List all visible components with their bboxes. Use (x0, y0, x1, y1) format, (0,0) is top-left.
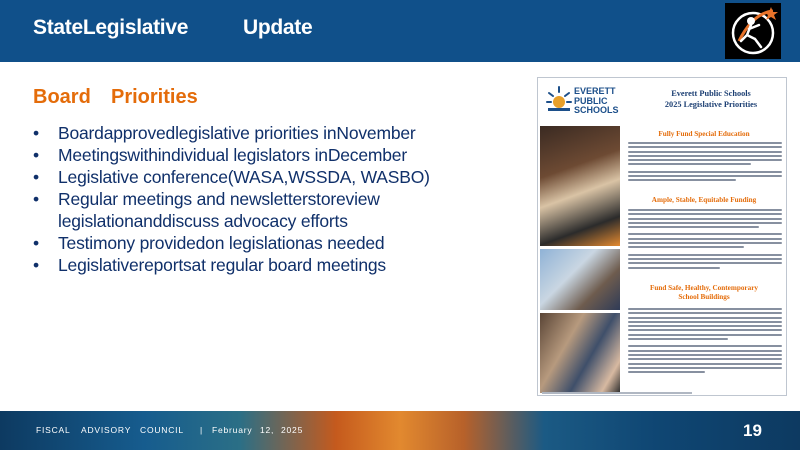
bullet-icon: • (33, 145, 39, 165)
list-item-text: Regular meetings and newsletterstoreview legislationanddiscuss advocacy efforts (58, 189, 380, 231)
document-heading (624, 284, 784, 302)
bullet-icon: • (33, 233, 39, 253)
footer-word: ADVISORY (81, 425, 132, 435)
document-heading: Fully Fund Special Education (658, 130, 750, 138)
header-bar (0, 0, 800, 62)
logo-text (574, 87, 619, 116)
bullet-icon: • (33, 123, 39, 143)
classroom-photo (540, 313, 620, 393)
document-title (641, 88, 781, 110)
list-item-text: Boardapprovedlegislative priorities inNovember (58, 123, 416, 143)
document-text-column (624, 126, 784, 394)
list-item-text: Meetingswithindividual legislators inDecember (58, 145, 407, 165)
logo-line: SCHOOLS (574, 105, 619, 115)
document-footer-line (542, 392, 692, 394)
list-item (33, 188, 503, 232)
footer-month: February (212, 425, 253, 435)
document-paragraph (628, 209, 782, 271)
sunrise-logo-icon (546, 84, 572, 114)
footer-year: 2025 (281, 425, 304, 435)
logo-line: PUBLIC (574, 95, 608, 106)
document-paragraph (628, 308, 782, 375)
document-heading: Ample, Stable, Equitable Funding (651, 196, 757, 204)
logo-line: EVERETT (574, 86, 616, 96)
list-item (33, 166, 503, 188)
slide-title-part1: StateLegislative (33, 16, 189, 39)
footer-word: FISCAL (36, 425, 71, 435)
priorities-list (33, 122, 503, 276)
footer-separator: | (200, 425, 204, 435)
document-heading-line: Fund Safe, Healthy, Contemporary (649, 284, 758, 292)
document-paragraph (628, 142, 782, 184)
footer-day: 12, (260, 425, 275, 435)
list-item-text: Testimony providedon legislationas needed (58, 233, 385, 253)
photo-column (538, 126, 621, 394)
slide-title-part2: Update (243, 16, 313, 39)
list-item-text: Legislativereportsat regular board meetings (58, 255, 386, 275)
footer-bar (0, 411, 800, 450)
list-item (33, 122, 503, 144)
document-title-line: 2025 Legislative Priorities (664, 100, 758, 109)
bullet-icon: • (33, 255, 39, 275)
starburst-runner-logo-icon (725, 3, 781, 59)
page-number: 19 (743, 421, 762, 440)
students-photo (540, 249, 620, 310)
footer-word: COUNCIL (140, 425, 184, 435)
list-item (33, 232, 503, 254)
document-title-line: Everett Public Schools (671, 89, 751, 98)
document-heading-line: School Buildings (678, 293, 730, 301)
graduates-photo (540, 126, 620, 246)
bullet-icon: • (33, 189, 39, 209)
section-title-part2: Priorities (111, 86, 198, 108)
bullet-icon: • (33, 167, 39, 187)
list-item (33, 144, 503, 166)
list-item-text: Legislative conference(WASA,WSSDA, WASBO) (58, 167, 430, 187)
list-item (33, 254, 503, 276)
legislative-priorities-document-thumbnail (537, 77, 787, 396)
everett-public-schools-logo (546, 84, 638, 120)
section-title-part1: Board (33, 86, 91, 108)
